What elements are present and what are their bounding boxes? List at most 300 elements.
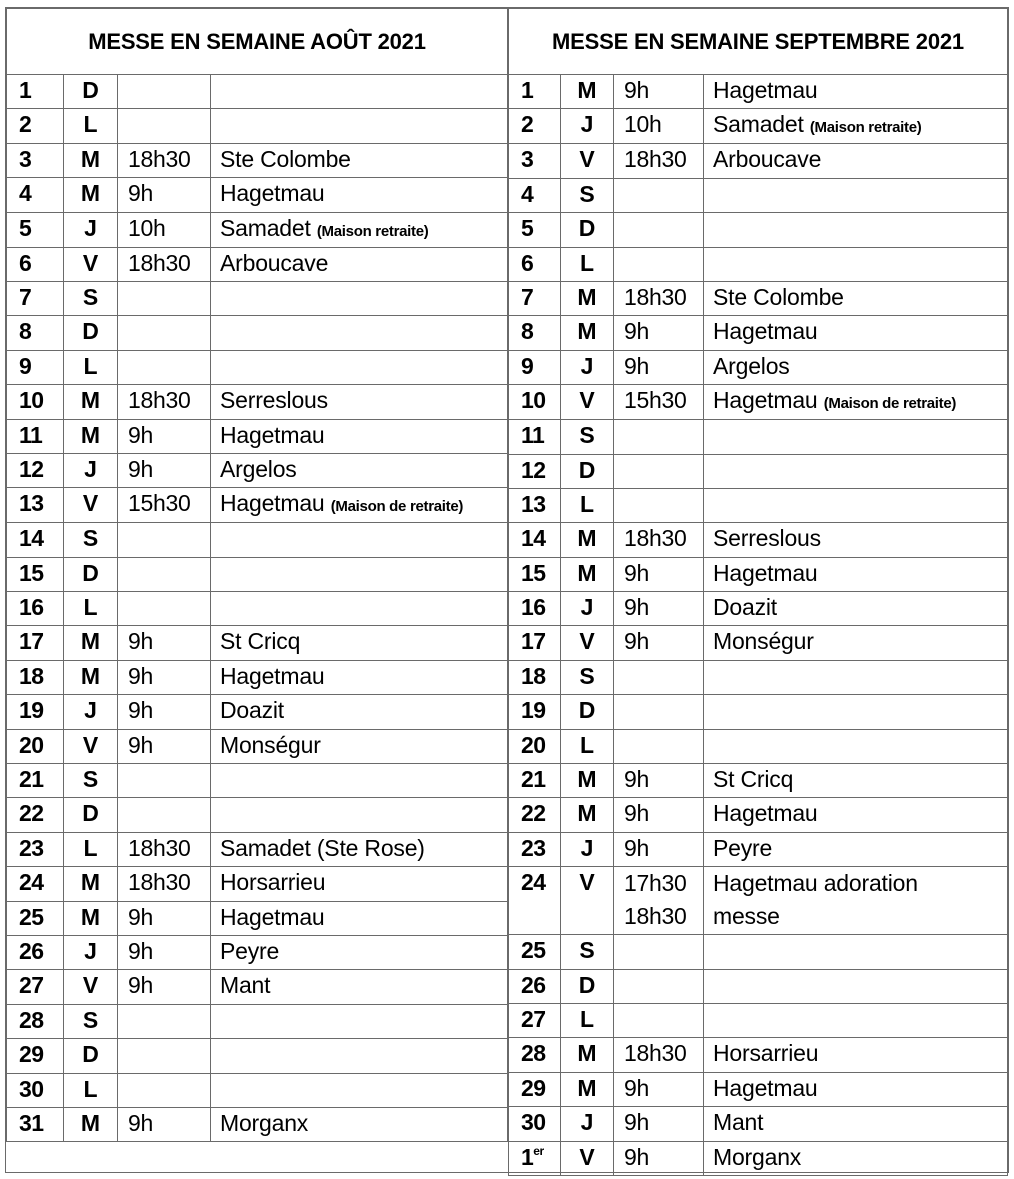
mass-location	[211, 247, 508, 281]
mass-time	[614, 729, 704, 763]
date-number-value: 4	[19, 180, 32, 207]
schedule-row	[509, 385, 1008, 420]
mass-location	[211, 729, 508, 763]
weekday-letter: S	[64, 281, 118, 315]
mass-time: 10h	[614, 109, 704, 144]
mass-time: 9h	[614, 316, 704, 350]
date-number-value: 29	[19, 1041, 44, 1068]
mass-location-name: Hagetmau	[220, 490, 325, 517]
mass-location	[211, 316, 508, 350]
date-number-value: 1	[19, 77, 32, 103]
date-number	[7, 798, 64, 832]
mass-location	[211, 1004, 508, 1038]
mass-time: 9h	[118, 626, 211, 660]
mass-location-name: Hagetmau	[220, 180, 325, 207]
date-number-value: 22	[521, 800, 546, 827]
schedule-row	[509, 1141, 1008, 1175]
mass-location	[704, 1107, 1008, 1141]
schedule-row	[509, 764, 1008, 798]
mass-location-name: St Cricq	[220, 628, 301, 655]
mass-location-name: Horsarrieu	[713, 1040, 819, 1067]
date-number-value: 20	[521, 731, 546, 758]
schedule-row	[7, 488, 508, 523]
date-number-value: 7	[521, 283, 534, 310]
mass-location	[704, 1003, 1008, 1037]
date-number	[509, 281, 561, 315]
mass-location-name: Argelos	[220, 455, 297, 482]
mass-time: 9h	[614, 592, 704, 626]
date-number-value: 1	[521, 1143, 534, 1170]
date-number	[7, 523, 64, 557]
mass-location	[211, 488, 508, 523]
weekday-letter: V	[64, 729, 118, 763]
mass-time: 9h	[118, 660, 211, 694]
schedule-row	[509, 729, 1008, 763]
date-number-value: 12	[19, 455, 44, 482]
mass-location	[704, 213, 1008, 247]
date-number	[509, 798, 561, 832]
mass-time	[614, 213, 704, 247]
date-number-value: 3	[521, 146, 534, 173]
date-number	[509, 592, 561, 626]
date-number	[7, 109, 64, 143]
august-schedule	[6, 8, 508, 1172]
date-number	[509, 1072, 561, 1106]
mass-time	[118, 523, 211, 557]
date-number-value: 22	[19, 800, 44, 827]
date-number-value: 13	[19, 490, 44, 517]
schedule-row	[509, 832, 1008, 866]
schedule-row	[509, 316, 1008, 350]
schedule-row	[509, 626, 1008, 660]
date-number	[509, 454, 561, 488]
mass-location	[704, 454, 1008, 488]
schedule-row	[509, 557, 1008, 591]
mass-location	[211, 557, 508, 591]
mass-location-name: Mant	[713, 1109, 764, 1136]
date-number-value: 15	[19, 559, 44, 586]
weekday-letter: S	[561, 935, 614, 969]
weekday-letter: L	[561, 1003, 614, 1037]
date-number	[509, 1107, 561, 1141]
date-number	[509, 75, 561, 109]
date-number	[509, 729, 561, 763]
mass-location	[704, 523, 1008, 557]
weekday-letter: M	[64, 660, 118, 694]
mass-location	[704, 557, 1008, 591]
date-number	[7, 592, 64, 626]
mass-time: 9h	[614, 350, 704, 384]
date-number-value: 9	[19, 352, 32, 379]
weekday-letter: J	[64, 695, 118, 729]
schedule-row	[7, 970, 508, 1004]
date-number-value: 27	[19, 972, 44, 999]
mass-location-name: Morganx	[220, 1109, 309, 1136]
schedule-row	[509, 488, 1008, 522]
date-number	[509, 626, 561, 660]
mass-location-name: Morganx	[713, 1143, 802, 1170]
weekday-letter: J	[64, 935, 118, 969]
date-number	[509, 867, 561, 935]
date-number-value: 28	[19, 1006, 44, 1033]
mass-location	[704, 626, 1008, 660]
mass-location	[704, 695, 1008, 729]
schedule-row	[7, 523, 508, 557]
date-number-value: 14	[521, 525, 546, 552]
weekday-letter: J	[561, 350, 614, 384]
date-number	[7, 695, 64, 729]
weekday-letter: M	[561, 1038, 614, 1072]
mass-location	[211, 350, 508, 384]
august-table	[6, 8, 508, 1142]
mass-location	[704, 316, 1008, 350]
weekday-letter: V	[561, 867, 614, 935]
weekday-letter: M	[561, 523, 614, 557]
weekday-letter: M	[64, 419, 118, 453]
mass-location-name: Hagetmau	[713, 559, 818, 586]
september-rows	[509, 75, 1008, 1176]
schedule-row	[509, 523, 1008, 557]
schedule-row	[509, 592, 1008, 626]
schedule-row	[7, 178, 508, 212]
schedule-row	[7, 832, 508, 866]
mass-time	[118, 1073, 211, 1107]
weekday-letter: M	[64, 626, 118, 660]
mass-time: 18h30	[614, 1038, 704, 1072]
september-title: MESSE EN SEMAINE SEPTEMBRE 2021	[509, 9, 1008, 75]
date-number	[7, 143, 64, 177]
mass-time: 9h	[118, 695, 211, 729]
schedule-row	[7, 867, 508, 901]
schedule-row	[7, 935, 508, 969]
date-number	[7, 901, 64, 935]
date-number-value: 7	[19, 283, 32, 310]
mass-time	[614, 178, 704, 212]
mass-time: 18h30	[614, 144, 704, 178]
date-number	[7, 419, 64, 453]
mass-location	[211, 970, 508, 1004]
date-number	[7, 1073, 64, 1107]
date-number-value: 23	[19, 834, 44, 861]
schedule-row	[7, 350, 508, 384]
schedule-row	[7, 212, 508, 247]
schedule-row	[509, 935, 1008, 969]
date-number-value: 16	[19, 594, 44, 621]
date-number	[509, 109, 561, 144]
mass-location	[704, 969, 1008, 1003]
mass-location	[704, 1038, 1008, 1072]
weekday-letter: M	[64, 867, 118, 901]
date-number-value: 19	[19, 697, 44, 724]
mass-location	[704, 935, 1008, 969]
mass-location-name: Hagetmau	[713, 1074, 818, 1101]
weekday-letter: V	[561, 626, 614, 660]
weekday-letter: D	[561, 213, 614, 247]
date-number-value: 11	[19, 421, 43, 448]
weekday-letter: M	[561, 281, 614, 315]
date-number-value: 11	[521, 422, 545, 449]
mass-time	[614, 420, 704, 454]
date-number-value: 5	[19, 214, 32, 241]
date-number-value: 26	[521, 971, 546, 998]
mass-time: 15h30	[614, 385, 704, 420]
date-number-value: 2	[521, 111, 534, 138]
weekday-letter: S	[64, 1004, 118, 1038]
schedule-row	[7, 109, 508, 143]
mass-schedule-sheet	[5, 7, 1009, 1173]
mass-time	[118, 557, 211, 591]
mass-location-name: Peyre	[220, 937, 280, 964]
schedule-row	[7, 281, 508, 315]
mass-location	[211, 901, 508, 935]
mass-time: 9h	[118, 178, 211, 212]
date-number	[7, 626, 64, 660]
schedule-row	[7, 1073, 508, 1107]
mass-location	[704, 75, 1008, 109]
weekday-letter: S	[64, 764, 118, 798]
date-number-value: 9	[521, 352, 534, 379]
date-number	[7, 1004, 64, 1038]
mass-time: 9h	[118, 901, 211, 935]
date-number	[7, 281, 64, 315]
date-number	[509, 213, 561, 247]
mass-location-name: Hagetmau	[220, 662, 325, 689]
mass-time	[118, 75, 211, 109]
mass-location-name: Arboucave	[713, 146, 822, 173]
mass-time: 18h30	[614, 523, 704, 557]
date-number	[509, 178, 561, 212]
weekday-letter: M	[64, 143, 118, 177]
date-number-value: 16	[521, 594, 546, 621]
mass-location	[211, 695, 508, 729]
schedule-row	[7, 557, 508, 591]
mass-time	[614, 867, 704, 935]
mass-location-name: Hagetmau	[713, 318, 818, 345]
date-number	[509, 969, 561, 1003]
mass-location	[704, 798, 1008, 832]
weekday-letter: L	[561, 247, 614, 281]
weekday-letter: D	[64, 75, 118, 109]
weekday-letter: M	[561, 798, 614, 832]
weekday-letter: V	[64, 247, 118, 281]
mass-location	[211, 660, 508, 694]
mass-location	[211, 832, 508, 866]
mass-location	[704, 247, 1008, 281]
mass-location	[211, 523, 508, 557]
weekday-letter: M	[64, 1107, 118, 1141]
mass-location	[211, 419, 508, 453]
weekday-letter: V	[64, 970, 118, 1004]
mass-time	[118, 350, 211, 384]
mass-time: 9h	[614, 832, 704, 866]
date-number	[509, 557, 561, 591]
mass-location-name: St Cricq	[713, 766, 794, 793]
date-number	[7, 764, 64, 798]
mass-location	[704, 1072, 1008, 1106]
mass-time: 9h	[614, 764, 704, 798]
date-number	[509, 316, 561, 350]
schedule-row	[509, 1107, 1008, 1141]
schedule-row	[509, 969, 1008, 1003]
date-number	[509, 832, 561, 866]
weekday-letter: V	[561, 144, 614, 178]
schedule-row	[509, 1038, 1008, 1072]
weekday-letter: J	[561, 832, 614, 866]
mass-location-name: Monségur	[713, 628, 814, 655]
mass-time: 9h	[118, 453, 211, 487]
weekday-letter: M	[561, 557, 614, 591]
mass-time	[118, 109, 211, 143]
date-number	[7, 660, 64, 694]
schedule-row	[509, 75, 1008, 109]
mass-location	[211, 867, 508, 901]
mass-location	[211, 75, 508, 109]
schedule-row	[7, 695, 508, 729]
schedule-row	[7, 798, 508, 832]
weekday-letter: M	[64, 178, 118, 212]
mass-location	[211, 1039, 508, 1073]
date-number	[509, 1038, 561, 1072]
mass-location-name: Hagetmau	[220, 421, 325, 448]
mass-time-line: 18h30	[624, 903, 687, 930]
date-number-value: 8	[19, 318, 32, 345]
weekday-letter: V	[64, 488, 118, 523]
mass-location	[211, 109, 508, 143]
weekday-letter: J	[64, 453, 118, 487]
mass-location	[704, 832, 1008, 866]
date-number-value: 17	[19, 628, 44, 655]
mass-time: 18h30	[118, 247, 211, 281]
mass-time: 9h	[614, 798, 704, 832]
mass-location-name: Mant	[220, 972, 271, 999]
date-number	[509, 935, 561, 969]
schedule-row	[509, 695, 1008, 729]
weekday-letter: L	[561, 729, 614, 763]
schedule-row	[509, 454, 1008, 488]
date-number	[509, 488, 561, 522]
date-number-value: 29	[521, 1074, 546, 1101]
date-number	[7, 557, 64, 591]
date-number-value: 4	[521, 180, 534, 207]
mass-location-name: Horsarrieu	[220, 869, 326, 896]
mass-time: 9h	[118, 419, 211, 453]
august-rows	[7, 75, 508, 1142]
date-ordinal-suffix: er	[533, 1143, 544, 1158]
date-number	[7, 935, 64, 969]
schedule-row	[7, 143, 508, 177]
mass-time	[614, 454, 704, 488]
mass-location-name: Serreslous	[713, 525, 821, 552]
mass-time: 9h	[118, 935, 211, 969]
mass-time: 9h	[118, 970, 211, 1004]
mass-location-name: Monségur	[220, 731, 321, 758]
date-number	[509, 660, 561, 694]
mass-location-name: Ste Colombe	[220, 145, 351, 172]
schedule-row	[509, 109, 1008, 144]
schedule-row	[7, 592, 508, 626]
date-number-value: 18	[19, 662, 44, 689]
weekday-letter: D	[64, 557, 118, 591]
mass-time: 15h30	[118, 488, 211, 523]
date-number-value: 5	[521, 215, 534, 242]
mass-time: 9h	[614, 626, 704, 660]
mass-location	[211, 385, 508, 419]
date-number	[7, 350, 64, 384]
location-note: (Maison retraite)	[809, 119, 922, 137]
mass-location	[704, 385, 1008, 420]
date-number-value: 3	[19, 145, 32, 172]
date-number	[7, 75, 64, 109]
weekday-letter: S	[561, 660, 614, 694]
date-number	[509, 144, 561, 178]
date-number-value: 2	[19, 111, 32, 138]
mass-location-name: Hagetmau	[713, 77, 818, 103]
weekday-letter: S	[561, 178, 614, 212]
date-number	[509, 247, 561, 281]
mass-time: 9h	[614, 1107, 704, 1141]
weekday-letter: D	[64, 1039, 118, 1073]
schedule-row	[509, 1072, 1008, 1106]
date-number	[7, 729, 64, 763]
weekday-letter: D	[64, 316, 118, 350]
weekday-letter: D	[561, 695, 614, 729]
schedule-row	[7, 316, 508, 350]
schedule-row	[7, 385, 508, 419]
schedule-row	[7, 75, 508, 109]
mass-location	[704, 281, 1008, 315]
august-title: MESSE EN SEMAINE AOÛT 2021	[7, 9, 508, 75]
weekday-letter: M	[64, 901, 118, 935]
date-number-value: 18	[521, 662, 546, 689]
date-number	[509, 1141, 561, 1175]
mass-time: 9h	[614, 1072, 704, 1106]
mass-time: 9h	[118, 1107, 211, 1141]
mass-time: 18h30	[118, 143, 211, 177]
date-number-value: 12	[521, 456, 546, 483]
date-number-value: 26	[19, 937, 44, 964]
location-note: (Maison de retraite)	[330, 498, 464, 516]
date-number	[7, 970, 64, 1004]
date-number-value: 10	[521, 387, 546, 414]
date-number-value: 6	[19, 249, 32, 276]
date-number	[509, 1003, 561, 1037]
mass-time: 18h30	[614, 281, 704, 315]
mass-location-line: Hagetmau adoration	[713, 870, 918, 897]
september-table	[508, 8, 1008, 1176]
schedule-row	[509, 281, 1008, 315]
weekday-letter: V	[561, 385, 614, 420]
date-number	[509, 385, 561, 420]
weekday-letter: M	[64, 385, 118, 419]
mass-location	[211, 1107, 508, 1141]
mass-time: 9h	[614, 1141, 704, 1175]
mass-location	[704, 764, 1008, 798]
location-note: (Maison retraite)	[316, 222, 429, 240]
mass-location-name: Doazit	[220, 697, 284, 724]
weekday-letter: D	[561, 969, 614, 1003]
mass-location	[211, 626, 508, 660]
schedule-row	[509, 213, 1008, 247]
weekday-letter: L	[64, 832, 118, 866]
mass-location-name: Hagetmau	[713, 387, 818, 414]
mass-location-name: Hagetmau	[220, 903, 325, 930]
mass-location	[211, 592, 508, 626]
mass-time-line: 17h30	[624, 870, 687, 897]
mass-time	[614, 488, 704, 522]
schedule-row	[7, 729, 508, 763]
mass-location-name: Ste Colombe	[713, 283, 844, 310]
mass-location	[704, 488, 1008, 522]
